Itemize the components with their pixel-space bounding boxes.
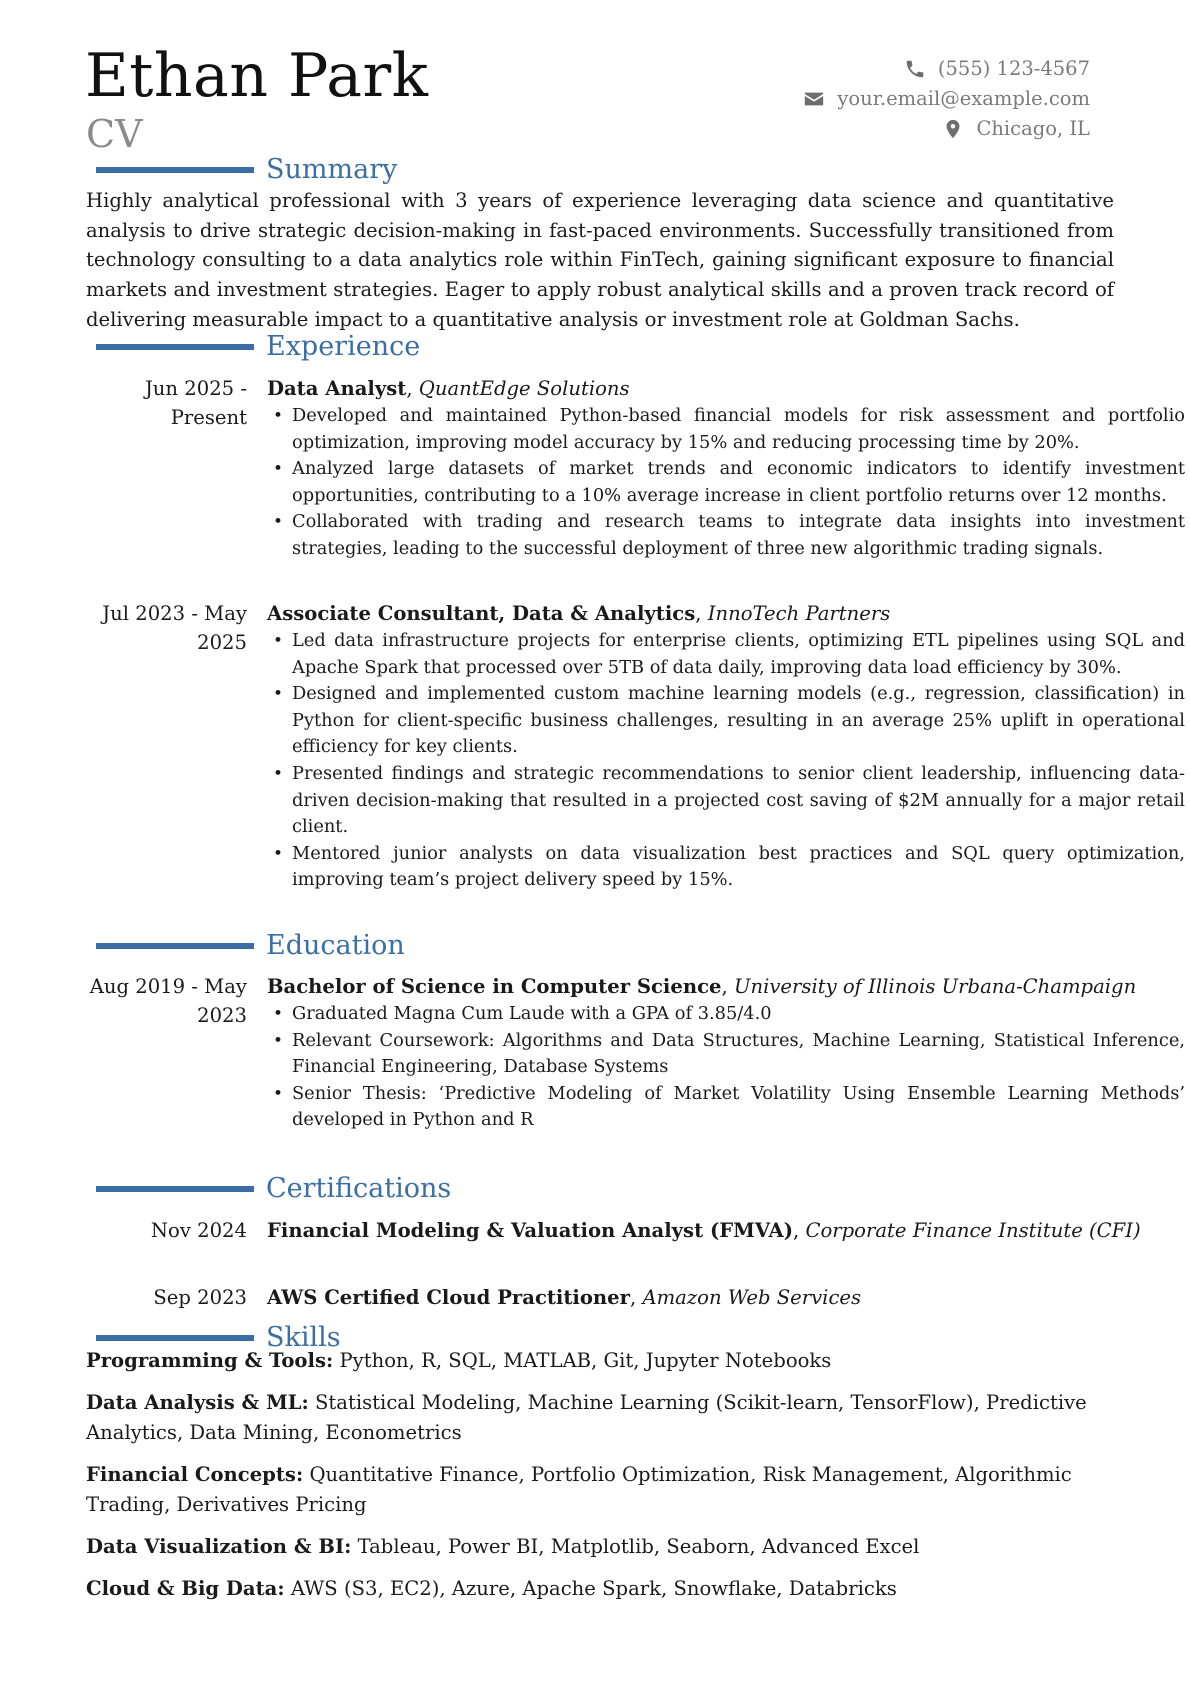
entry-org: InnoTech Partners bbox=[707, 602, 891, 625]
entry-role: Bachelor of Science in Computer Science bbox=[267, 975, 722, 998]
section-title: Education bbox=[266, 930, 405, 961]
section-heading-education bbox=[96, 929, 405, 963]
entry-body bbox=[267, 374, 1185, 563]
skill-label: Financial Concepts: bbox=[86, 1462, 304, 1486]
entry-date: Nov 2024 bbox=[150, 1219, 247, 1242]
section-title: Experience bbox=[266, 331, 421, 362]
entry-role: Data Analyst bbox=[267, 377, 407, 400]
contact-location bbox=[803, 114, 1090, 144]
section-accent-bar bbox=[96, 943, 254, 949]
bullet-list bbox=[267, 403, 1185, 563]
skill-row bbox=[86, 1388, 1114, 1447]
list-item: • Graduated Magna Cum Laude with a GPA of 3.85/4.0 bbox=[267, 1001, 1185, 1028]
contact-phone bbox=[803, 54, 1090, 84]
list-item: • Relevant Coursework: Algorithms and Data Structures, Machine Learning, Statistical Inference, Financial Engineering, Database Systems bbox=[267, 1028, 1185, 1081]
contact-block bbox=[803, 54, 1090, 144]
entry-body bbox=[267, 1283, 1185, 1312]
entry-date: Sep 2023 bbox=[153, 1286, 247, 1309]
entry-org: Amazon Web Services bbox=[642, 1286, 862, 1309]
section-title: Skills bbox=[266, 1322, 341, 1353]
entry-date: Jun 2025 - Present bbox=[144, 377, 247, 429]
entry-body bbox=[267, 972, 1185, 1134]
location-text: Chicago, IL bbox=[976, 117, 1090, 140]
entry-date: Jul 2023 - May 2025 bbox=[102, 602, 247, 654]
skill-row bbox=[86, 1460, 1114, 1519]
list-item: • Senior Thesis: ‘Predictive Modeling of Market Volatility Using Ensemble Learning Methods’ developed in Python and R bbox=[267, 1081, 1185, 1134]
section-accent-bar bbox=[96, 167, 254, 173]
summary-text: Highly analytical professional with 3 years of experience leveraging data science and quantitative analysis to drive strategic decision-making in fast-paced environments. Successfully transitioned from technology consulting to a data analytics role within FinTech, gaining significant exposure to financial markets and investment strategies. Eager to apply robust analytical skills and a proven track record of delivering measurable impact to a quantitative analysis or investment role at Goldman Sachs. bbox=[86, 189, 1114, 331]
entry-org: University of Illinois Urbana-Champaign bbox=[733, 975, 1137, 998]
skill-value: AWS (S3, EC2), Azure, Apache Spark, Snowflake, Databricks bbox=[290, 1576, 897, 1600]
email-text[interactable]: your.email@example.com bbox=[837, 87, 1090, 110]
list-item: • Collaborated with trading and research teams to integrate data insights into investment strategies, leading to the successful deployment of three new algorithmic trading signals. bbox=[267, 509, 1185, 562]
list-item: • Developed and maintained Python-based financial models for risk assessment and portfolio optimization, improving model accuracy by 15% and reducing processing time by 20%. bbox=[267, 403, 1185, 456]
map-pin-icon bbox=[942, 118, 964, 140]
candidate-name: Ethan Park bbox=[85, 41, 429, 111]
section-accent-bar bbox=[96, 344, 254, 350]
skill-value: Python, R, SQL, MATLAB, Git, Jupyter Notebooks bbox=[339, 1349, 832, 1372]
skill-value: Quantitative Finance, Portfolio Optimization, Risk Management, Algorithmic Trading, Derivatives Pricing bbox=[86, 1462, 1072, 1516]
list-item: • Led data infrastructure projects for enterprise clients, optimizing ETL pipelines using SQL and Apache Spark that processed over 5TB of data daily, improving data load efficiency by 30%. bbox=[267, 628, 1185, 681]
skill-label: Programming & Tools: bbox=[86, 1349, 334, 1372]
entry-org: Corporate Finance Institute (CFI) bbox=[805, 1219, 1141, 1242]
entry-title-line: Associate Consultant, Data & Analytics, InnoTech Partners bbox=[267, 602, 891, 625]
section-title: Certifications bbox=[266, 1173, 452, 1204]
list-item: • Mentored junior analysts on data visualization best practices and SQL query optimization, improving team’s project delivery speed by 15%. bbox=[267, 841, 1185, 894]
document-subtitle: CV bbox=[86, 112, 143, 156]
entry-date: Aug 2019 - May 2023 bbox=[89, 975, 247, 1027]
phone-text: (555) 123-4567 bbox=[937, 57, 1090, 80]
bullet-list bbox=[267, 628, 1185, 894]
section-heading-summary bbox=[96, 153, 397, 187]
skill-value: Tableau, Power BI, Matplotlib, Seaborn, Advanced Excel bbox=[357, 1534, 920, 1558]
skill-value: Statistical Modeling, Machine Learning (Scikit-learn, TensorFlow), Predictive Analytics, Data Mining, Econometrics bbox=[86, 1391, 1087, 1444]
skill-label: Data Analysis & ML: bbox=[86, 1391, 309, 1415]
skill-row bbox=[86, 1574, 1114, 1604]
entry-org: QuantEdge Solutions bbox=[418, 377, 630, 400]
skill-row bbox=[86, 1346, 1114, 1376]
skills-list bbox=[86, 1346, 1114, 1616]
entry-role: Associate Consultant, Data & Analytics bbox=[267, 602, 696, 625]
skill-row bbox=[86, 1532, 1114, 1562]
list-item: • Designed and implemented custom machine learning models (e.g., regression, classification) in Python for client-specific business challenges, resulting in an average 25% uplift in operational efficiency for key clients. bbox=[267, 681, 1185, 761]
section-accent-bar bbox=[96, 1335, 254, 1341]
list-item: • Analyzed large datasets of market trends and economic indicators to identify investment opportunities, contributing to a 10% average increase in client portfolio returns over 12 months. bbox=[267, 456, 1185, 509]
entry-body bbox=[267, 599, 1185, 894]
entry-role: Financial Modeling & Valuation Analyst (FMVA) bbox=[267, 1219, 793, 1242]
envelope-icon bbox=[803, 88, 825, 110]
entry-title-line: Financial Modeling & Valuation Analyst (FMVA), Corporate Finance Institute (CFI) bbox=[267, 1219, 1141, 1242]
list-item: • Presented findings and strategic recommendations to senior client leadership, influencing data-driven decision-making that resulted in a projected cost saving of $2M annually for a major retail client. bbox=[267, 761, 1185, 841]
phone-icon bbox=[904, 58, 926, 80]
skill-label: Data Visualization & BI: bbox=[86, 1534, 352, 1558]
entry-title-line: Bachelor of Science in Computer Science, University of Illinois Urbana-Champaign bbox=[267, 975, 1137, 998]
section-accent-bar bbox=[96, 1186, 254, 1192]
section-title: Summary bbox=[266, 154, 398, 185]
section-heading-experience bbox=[96, 330, 420, 364]
skill-label: Cloud & Big Data: bbox=[86, 1576, 285, 1600]
entry-role: AWS Certified Cloud Practitioner bbox=[267, 1286, 630, 1309]
contact-email[interactable] bbox=[803, 84, 1090, 114]
entry-body bbox=[267, 1216, 1185, 1245]
entry-title-line: AWS Certified Cloud Practitioner, Amazon Web Services bbox=[267, 1286, 862, 1309]
bullet-list bbox=[267, 1001, 1185, 1134]
entry-title-line: Data Analyst, QuantEdge Solutions bbox=[267, 377, 630, 400]
section-heading-certifications bbox=[96, 1172, 451, 1206]
